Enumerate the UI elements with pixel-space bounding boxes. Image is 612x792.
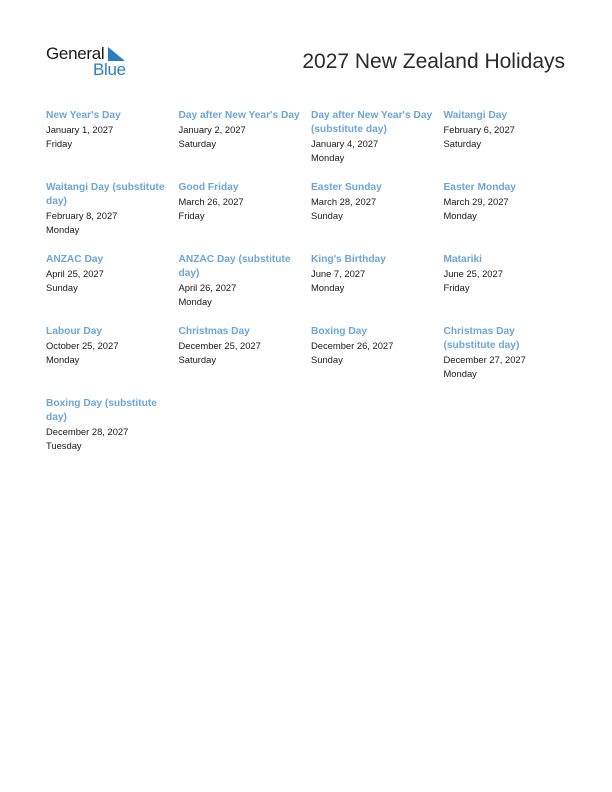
holiday-item [46, 253, 179, 325]
holiday-weekday: Monday [311, 282, 345, 293]
holiday-item [311, 109, 444, 181]
holiday-weekday: Monday [178, 296, 212, 307]
holiday-item [179, 109, 312, 181]
holiday-name: Day after New Year's Day (substitute day) [311, 110, 433, 135]
holiday-item [46, 397, 179, 469]
holiday-weekday: Saturday [178, 354, 217, 365]
holiday-weekday: Saturday [443, 138, 482, 149]
holiday-item [444, 181, 577, 253]
holiday-item [444, 109, 577, 181]
holiday-date: April 25, 2027 [46, 268, 104, 279]
holiday-date: December 28, 2027 [46, 426, 129, 437]
holiday-name: Labour Day [46, 326, 103, 337]
holiday-row [46, 325, 576, 397]
holiday-item [311, 253, 444, 325]
holiday-date: October 25, 2027 [46, 340, 119, 351]
holiday-item [179, 181, 312, 253]
holiday-name: Christmas Day [178, 326, 250, 337]
holiday-name: Good Friday [178, 182, 239, 193]
holiday-date: June 25, 2027 [443, 268, 503, 279]
holiday-weekday: Monday [46, 354, 80, 365]
holiday-date: December 26, 2027 [311, 340, 394, 351]
holiday-name: ANZAC Day (substitute day) [178, 254, 291, 279]
holiday-name: Waitangi Day [443, 110, 508, 121]
generalblue-logo [46, 44, 136, 80]
holiday-name: Boxing Day (substitute day) [46, 398, 157, 423]
holiday-item [444, 325, 577, 397]
holiday-date: December 25, 2027 [178, 340, 261, 351]
holiday-weekday: Friday [443, 282, 470, 293]
holiday-name: Day after New Year's Day [178, 110, 300, 121]
holiday-name: Easter Monday [443, 182, 516, 193]
holiday-item [46, 109, 179, 181]
holiday-name: Easter Sunday [311, 182, 382, 193]
holiday-date: February 8, 2027 [46, 210, 118, 221]
holiday-item [179, 325, 312, 397]
holiday-weekday: Friday [46, 138, 73, 149]
logo-text-general: General [46, 44, 105, 63]
holiday-row [46, 181, 576, 253]
holiday-weekday: Saturday [178, 138, 217, 149]
holiday-item [179, 253, 312, 325]
holiday-date: April 26, 2027 [178, 282, 237, 293]
holiday-item [311, 325, 444, 397]
holiday-date: January 1, 2027 [46, 124, 114, 135]
holiday-weekday: Sunday [311, 354, 343, 365]
holiday-weekday: Sunday [46, 282, 78, 293]
holiday-item [46, 325, 179, 397]
holiday-date: December 27, 2027 [443, 354, 526, 365]
holiday-date: January 4, 2027 [311, 138, 379, 149]
holiday-row [46, 253, 576, 325]
holiday-date: January 2, 2027 [178, 124, 246, 135]
holiday-weekday: Sunday [311, 210, 343, 221]
holiday-date: March 28, 2027 [311, 196, 377, 207]
holiday-name: Waitangi Day (substitute day) [46, 182, 165, 207]
page-title: 2027 New Zealand Holidays [302, 50, 565, 73]
holiday-date: February 6, 2027 [443, 124, 515, 135]
holiday-item [311, 181, 444, 253]
holiday-name: New Year's Day [46, 110, 121, 121]
holiday-name: King's Birthday [311, 254, 386, 265]
holiday-weekday: Monday [443, 368, 477, 379]
holiday-date: March 29, 2027 [443, 196, 509, 207]
holiday-grid [46, 109, 576, 469]
holiday-name: Christmas Day (substitute day) [443, 326, 520, 351]
holiday-weekday: Monday [311, 152, 345, 163]
holiday-item [46, 181, 179, 253]
logo-text-blue: Blue [93, 60, 126, 79]
holiday-item [444, 253, 577, 325]
holiday-row [46, 397, 576, 469]
holiday-weekday: Friday [178, 210, 205, 221]
holiday-date: March 26, 2027 [178, 196, 244, 207]
holiday-name: Matariki [443, 254, 483, 265]
holiday-name: ANZAC Day [46, 254, 104, 265]
holiday-row [46, 109, 576, 181]
holiday-name: Boxing Day [311, 326, 368, 337]
holiday-weekday: Monday [443, 210, 477, 221]
holiday-date: June 7, 2027 [311, 268, 366, 279]
holiday-weekday: Tuesday [46, 440, 82, 451]
holiday-weekday: Monday [46, 224, 80, 235]
